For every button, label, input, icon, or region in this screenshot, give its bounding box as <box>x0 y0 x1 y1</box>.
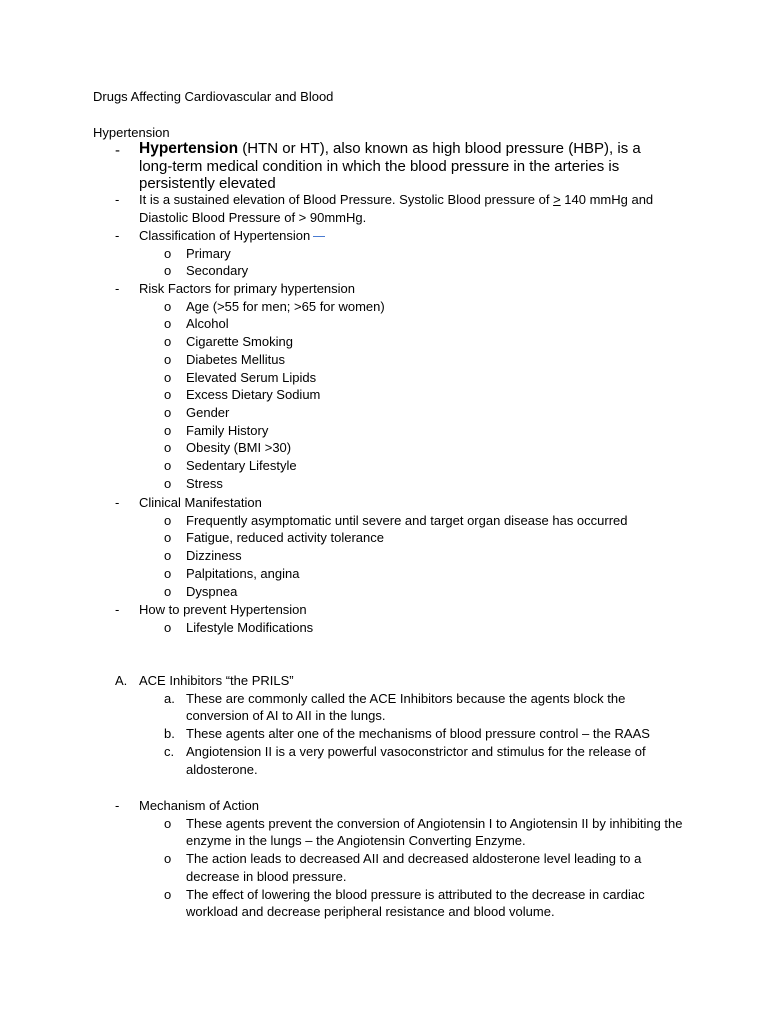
list-item-text: Excess Dietary Sodium <box>186 387 321 403</box>
bullet-circle: o <box>164 619 172 635</box>
sustained-text-1: It is a sustained elevation of Blood Pressure. Systolic Blood pressure of <box>139 192 554 207</box>
definition-block <box>115 140 675 193</box>
list-item <box>115 672 685 778</box>
bullet-dash: - <box>115 281 120 296</box>
sustained-list <box>115 191 685 226</box>
clinical-label: Clinical Manifestation <box>139 495 262 510</box>
classification-items <box>139 245 685 280</box>
list-item-text: Fatigue, reduced activity tolerance <box>186 530 384 546</box>
bullet-dash: - <box>115 798 120 813</box>
document-title: Drugs Affecting Cardiovascular and Blood <box>93 89 334 104</box>
list-item <box>139 547 685 565</box>
list-item-text: Gender <box>186 404 230 420</box>
list-item-text: Cigarette Smoking <box>186 334 293 350</box>
bullet-circle: o <box>164 440 172 456</box>
list-item-text: These are commonly called the ACE Inhibitors because the agents block the conversion of AI to AII in the lungs. <box>186 690 626 724</box>
list-item <box>139 743 685 778</box>
bullet-circle: o <box>164 263 172 279</box>
list-item-text: These agents alter one of the mechanisms of blood pressure control – the RAAS <box>186 726 650 742</box>
bullet-circle: o <box>164 298 172 314</box>
list-item <box>139 583 685 601</box>
list-item-text: Dyspnea <box>186 583 238 599</box>
list-item-text: Palpitations, angina <box>186 565 300 581</box>
bullet-circle: o <box>164 245 172 261</box>
list-item <box>139 422 685 440</box>
risk-factor-items <box>139 298 685 493</box>
gte-symbol: > <box>553 192 561 207</box>
list-item <box>115 494 685 600</box>
list-item <box>115 280 685 492</box>
list-item <box>115 797 685 921</box>
bullet-dash: - <box>115 495 120 510</box>
list-item-text: Obesity (BMI >30) <box>186 440 292 456</box>
bullet-circle: o <box>164 387 172 403</box>
bullet-circle: o <box>164 422 172 438</box>
item-letter: c. <box>164 743 175 759</box>
bullet-circle: o <box>164 548 172 564</box>
prevent-label: How to prevent Hypertension <box>139 602 307 617</box>
list-item-text: Primary <box>186 245 231 261</box>
list-item <box>139 619 685 637</box>
bullet-circle: o <box>164 565 172 581</box>
section-letter: A. <box>115 673 128 688</box>
mechanism-items <box>139 815 685 921</box>
classification-list <box>115 227 685 280</box>
ace-inhibitors-list <box>115 672 685 778</box>
list-item-text: Alcohol <box>186 316 229 332</box>
list-item <box>139 351 685 369</box>
bullet-circle: o <box>164 512 172 528</box>
list-item <box>139 386 685 404</box>
sustained-text-2: 140 mmHg and Diastolic Blood Pressure of > 90mmHg. <box>139 192 654 225</box>
bullet-dash: - <box>115 142 120 159</box>
mechanism-label: Mechanism of Action <box>139 798 259 813</box>
ace-items <box>139 690 685 779</box>
definition-body: (HTN or HT), also known as high blood pressure (HBP), is a long-term medical condition in which the blood pressure in the arteries is persistently elevated <box>139 140 641 192</box>
list-item <box>115 191 685 226</box>
bullet-circle: o <box>164 404 172 420</box>
item-letter: a. <box>164 690 175 706</box>
classification-label: Classification of Hypertension <box>139 228 311 243</box>
list-item <box>139 298 685 316</box>
bullet-circle: o <box>164 316 172 332</box>
list-item-text: Family History <box>186 422 269 438</box>
prevent-items <box>139 619 685 637</box>
list-item <box>139 404 685 422</box>
bullet-circle: o <box>164 458 172 474</box>
list-item-text: Sedentary Lifestyle <box>186 458 297 474</box>
list-item <box>139 245 685 263</box>
comment-mark-icon <box>313 227 325 237</box>
bullet-circle: o <box>164 351 172 367</box>
bullet-circle: o <box>164 886 172 902</box>
definition-text <box>139 140 675 193</box>
list-item-text: Frequently asymptomatic until severe and target organ disease has occurred <box>186 512 628 528</box>
bullet-circle: o <box>164 583 172 599</box>
bullet-circle: o <box>164 475 172 491</box>
list-item-text: Age (>55 for men; >65 for women) <box>186 298 385 314</box>
list-item <box>139 690 685 725</box>
bullet-circle: o <box>164 369 172 385</box>
list-item <box>139 725 685 743</box>
list-item <box>139 850 685 885</box>
clinical-items <box>139 512 685 601</box>
list-item <box>139 439 685 457</box>
list-item <box>139 262 685 280</box>
risk-factors-label: Risk Factors for primary hypertension <box>139 281 356 296</box>
section-heading: Hypertension <box>93 125 170 140</box>
list-item-text: The action leads to decreased AII and decreased aldosterone level leading to a decrease in blood pressure. <box>186 851 642 884</box>
risk-factors-list <box>115 280 685 492</box>
bullet-circle: o <box>164 815 172 831</box>
list-item-text: Angiotension II is a very powerful vasoconstrictor and stimulus for the release of aldosterone. <box>186 743 646 777</box>
headword: Hypertension <box>139 140 239 157</box>
list-item <box>139 512 685 530</box>
list-item-text: Lifestyle Modifications <box>186 619 314 635</box>
bullet-circle: o <box>164 334 172 350</box>
bullet-circle: o <box>164 851 172 867</box>
list-item-text: Elevated Serum Lipids <box>186 369 317 385</box>
list-item <box>115 601 685 636</box>
list-item <box>139 457 685 475</box>
bullet-dash: - <box>115 602 120 617</box>
ace-label: ACE Inhibitors “the PRILS” <box>139 673 294 688</box>
list-item <box>139 565 685 583</box>
list-item-text: These agents prevent the conversion of Angiotensin I to Angiotensin II by inhibiting the enzyme in the lungs – the Angiotensin Converting Enzyme. <box>186 815 683 849</box>
bullet-circle: o <box>164 530 172 546</box>
bullet-dash: - <box>115 192 120 207</box>
list-item-text: The effect of lowering the blood pressure is attributed to the decrease in cardiac workload and decrease peripheral resistance and blood volume. <box>186 886 645 920</box>
item-letter: b. <box>164 726 175 742</box>
list-item-text: Stress <box>186 475 223 491</box>
prevent-list <box>115 601 685 636</box>
list-item <box>139 369 685 387</box>
list-item <box>115 227 685 280</box>
mechanism-list <box>115 797 685 921</box>
list-item <box>139 529 685 547</box>
list-item <box>139 315 685 333</box>
list-item-text: Diabetes Mellitus <box>186 351 285 367</box>
bullet-dash: - <box>115 228 120 243</box>
list-item <box>139 815 685 850</box>
list-item <box>139 886 685 921</box>
list-item <box>139 475 685 493</box>
list-item-text: Secondary <box>186 263 249 279</box>
clinical-list <box>115 494 685 600</box>
list-item <box>139 333 685 351</box>
list-item-text: Dizziness <box>186 548 242 564</box>
